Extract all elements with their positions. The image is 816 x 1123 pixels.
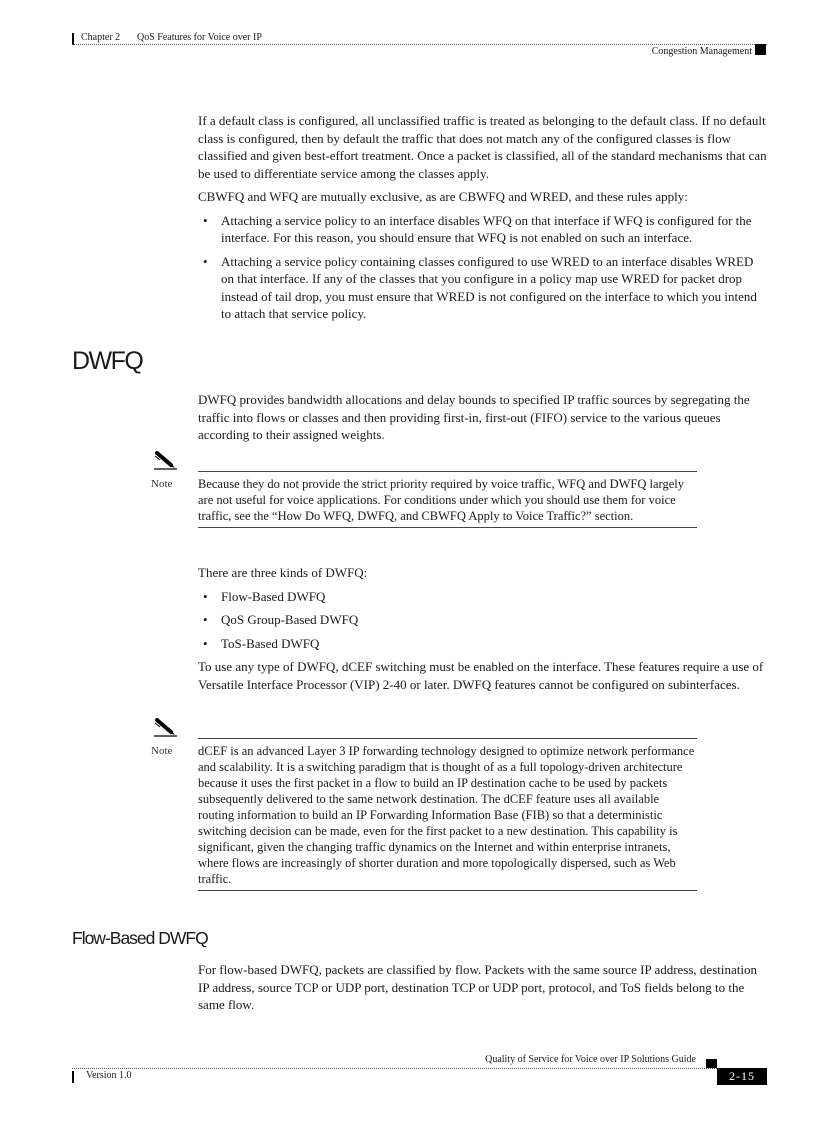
intro-paragraph-1: If a default class is configured, all unclassified traffic is treated as belonging to the default class. If no default class is configured, then by default the traffic that does not match any of the configured classes is flow classified and given best-effort treatment. Once a packet is classified, all of the standard mechanisms that can be used to differentiate service among the classes apply.	[198, 113, 767, 181]
note-text: dCEF is an advanced Layer 3 IP forwarding technology designed to optimize network performance and scalability. It is a switching paradigm that is thought of as a full topology-driven architecture because it uses the first packet in a flow to build an IP destination cache to be used by packets subsequently delivered to the same network destination. The dCEF feature uses all available routing information to build an IP Forwarding Information Base (FIB) so that a deterministic switching decision can be made, even for the first packet to a new destination. This capability is significant, given the changing traffic dynamics on the Internet and within enterprise intranets, where flows are increasingly of shorter duration and more topologically dispersed, such as Web traffic.	[198, 744, 695, 886]
list-item: • Flow-Based DWFQ	[203, 588, 326, 604]
dwfq-kinds-list	[198, 588, 768, 653]
list-item-text: Flow-Based DWFQ	[221, 588, 326, 604]
intro-block	[198, 112, 768, 323]
list-item: • Attaching a service policy to an interface disables WFQ on that interface if WFQ is configured for the interface. For this reason, you should ensure that WFQ is not enabled on such an interface.	[203, 212, 752, 245]
section-title: Congestion Management	[651, 46, 752, 57]
flow-based-heading: Flow-Based DWFQ	[72, 928, 208, 948]
note-label: Note	[151, 745, 173, 757]
list-item-text: Attaching a service policy to an interface disables WFQ on that interface if WFQ is configured for the interface. For this reason, you should ensure that WFQ is not enabled on such an interface.	[221, 212, 752, 245]
dwfq-paragraph-3: To use any type of DWFQ, dCEF switching must be enabled on the interface. These features require a use of Versatile Interface Processor (VIP) 2-40 or later. DWFQ features cannot be configured on subinterfaces.	[198, 659, 764, 692]
note-box	[198, 738, 697, 891]
dwfq-kinds-block	[198, 564, 768, 693]
list-item: • Attaching a service policy containing classes configured to use WRED to an interface disables WRED on that interface. If any of the classes that you configure in a policy map use WRED for packet drop instead of tail drop, you must ensure that WRED is not configured on the interface to which you intend to attach that service policy.	[203, 253, 757, 321]
dwfq-heading: DWFQ	[72, 347, 143, 375]
flow-based-block	[198, 961, 768, 1014]
note-text: Because they do not provide the strict priority required by voice traffic, WFQ and DWFQ largely are not useful for voice applications. For conditions under which you should use them for voice traffic, see the “How Do WFQ, DWFQ, and CBWFQ Apply to Voice Traffic?” section.	[198, 477, 684, 523]
intro-paragraph-2: CBWFQ and WFQ are mutually exclusive, as are CBWFQ and WRED, and these rules apply:	[198, 189, 688, 204]
header-marker	[755, 44, 766, 55]
dwfq-paragraph-1: DWFQ provides bandwidth allocations and delay bounds to specified IP traffic sources by segregating the traffic into flows or classes and then providing first-in, first-out (FIFO) service to the various queues according to their assigned weights.	[198, 392, 750, 442]
dwfq-paragraph-2: There are three kinds of DWFQ:	[198, 565, 368, 580]
pencil-note-icon	[152, 451, 178, 471]
footer-marker	[706, 1059, 717, 1068]
guide-title: Quality of Service for Voice over IP Solutions Guide	[485, 1054, 696, 1065]
rules-list	[198, 212, 768, 323]
pencil-note-icon	[152, 718, 178, 738]
list-item-text: QoS Group-Based DWFQ	[221, 612, 359, 627]
chapter-title: QoS Features for Voice over IP	[137, 32, 262, 43]
note-label: Note	[151, 478, 173, 490]
footer-rule	[72, 1068, 767, 1069]
chapter-number: Chapter 2	[81, 32, 121, 43]
header-rule	[72, 44, 767, 45]
list-item: • ToS-Based DWFQ	[203, 635, 320, 651]
list-item-text: ToS-Based DWFQ	[221, 635, 320, 651]
list-item-text: Attaching a service policy containing classes configured to use WRED to an interface disables WRED on that interface. If any of the classes that you configure in a policy map use WRED for packet drop instead of tail drop, you must ensure that WRED is not configured on the interface to which you intend to attach that service policy.	[221, 253, 757, 321]
list-item: • QoS Group-Based DWFQ	[203, 612, 359, 627]
footer-bar	[72, 1071, 74, 1083]
dwfq-intro	[198, 391, 768, 444]
flow-based-paragraph: For flow-based DWFQ, packets are classified by flow. Packets with the same source IP address, destination IP address, source TCP or UDP port, destination TCP or UDP port, protocol, and ToS fields belong to the same flow.	[198, 962, 757, 1012]
note-box	[198, 471, 697, 528]
page-number: 2-15	[717, 1068, 767, 1085]
version-label: Version 1.0	[86, 1070, 132, 1081]
